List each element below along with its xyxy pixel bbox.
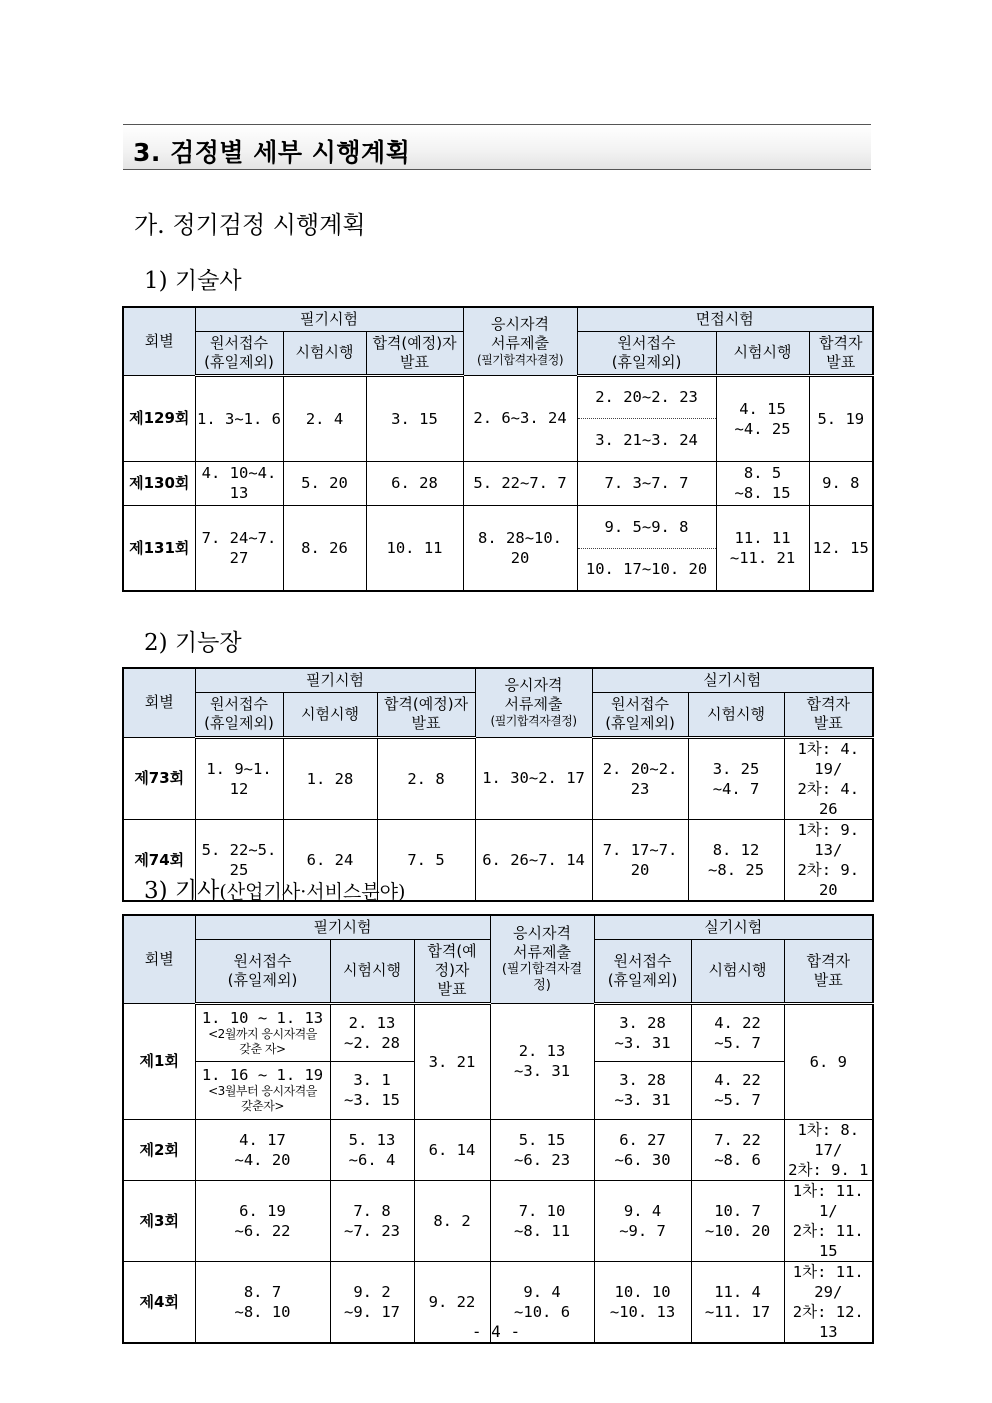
exam-date-1 <box>330 1003 414 1061</box>
header-final-line1: 합격자 <box>819 333 863 352</box>
qualification-line2: ~6. 23 <box>514 1150 571 1169</box>
practical-exam-1-line1: 4. 22 <box>714 1013 761 1032</box>
final-date <box>784 1180 873 1261</box>
final-date-line2: 2차: 4. 26 <box>797 779 860 818</box>
header-practical-apply-line2: (휴일제외) <box>607 970 678 989</box>
header-pass <box>366 331 463 375</box>
pass-date: 3. 21 <box>414 1003 490 1119</box>
header-pass-line1: 합격(예정)자 <box>372 333 457 352</box>
apply-period-2 <box>195 1061 330 1119</box>
final-date: 9. 8 <box>809 461 873 505</box>
header-final-line2: 발표 <box>826 352 856 371</box>
table3-heading-sub: (산업기사·서비스분야) <box>219 881 406 903</box>
page-number: - 4 - <box>471 1322 521 1341</box>
header-pass-line1: 합격(예 <box>427 942 477 960</box>
header-apply-line1: 원서접수 <box>210 333 268 352</box>
header-pass-line3: 발표 <box>437 980 467 998</box>
exam-date <box>330 1119 414 1180</box>
qualification-period <box>490 1119 594 1180</box>
apply-line1: 4. 17 <box>239 1130 286 1149</box>
header-pass <box>414 939 490 1003</box>
qualification-period: 8. 28~10. 20 <box>463 505 577 591</box>
table1-heading: 1) 기술사 <box>144 268 242 294</box>
exam-date <box>330 1180 414 1261</box>
exam-line1: 5. 13 <box>348 1130 396 1149</box>
header-practical-exam: 시험시행 <box>691 939 784 1003</box>
exam-line2: ~6. 4 <box>348 1150 396 1169</box>
practical-exam-1-line2: ~5. 7 <box>714 1033 761 1052</box>
header-qualification-line1: 응시자격 <box>513 924 572 943</box>
exam-date-2-line1: 3. 1 <box>353 1071 391 1089</box>
pass-date: 6. 28 <box>366 461 463 505</box>
exam-date: 6. 24 <box>283 819 377 901</box>
round-label: 제3회 <box>123 1180 195 1261</box>
pass-date: 6. 14 <box>414 1119 490 1180</box>
interview-exam-line2: ~8. 15 <box>734 484 791 502</box>
practical-apply-2-line2: ~3. 31 <box>614 1091 671 1109</box>
apply-line2: ~6. 22 <box>234 1221 291 1240</box>
header-practical-apply <box>594 939 691 1003</box>
practical-apply: 2. 20~2. 23 <box>592 737 688 819</box>
interview-apply-2: 3. 21~3. 24 <box>577 418 716 461</box>
final-date-line1: 1차: 8. 17/ <box>797 1120 860 1159</box>
header-round: 회별 <box>123 915 195 1003</box>
header-apply-line2: (휴일제외) <box>204 352 274 371</box>
apply-period: 4. 10~4. 13 <box>195 461 283 505</box>
round-label: 제73회 <box>123 737 195 819</box>
interview-exam <box>716 375 809 461</box>
pass-date: 10. 11 <box>366 505 463 591</box>
qualification-period: 1. 30~2. 17 <box>475 737 592 819</box>
header-final <box>809 331 873 375</box>
round-label: 제131회 <box>123 505 195 591</box>
exam-date: 1. 28 <box>283 737 377 819</box>
round-label: 제4회 <box>123 1261 195 1343</box>
qualification-period: 2. 6~3. 24 <box>463 375 577 461</box>
practical-apply-line2: ~10. 13 <box>609 1302 676 1321</box>
pass-date: 8. 2 <box>414 1180 490 1261</box>
qualification-line1: 2. 13 <box>518 1042 566 1060</box>
table-master-craftsman <box>122 667 874 902</box>
header-exam: 시험시행 <box>283 692 377 737</box>
exam-line2: ~9. 17 <box>344 1302 400 1321</box>
apply-period <box>195 1119 330 1180</box>
header-qualification-line1: 응시자격 <box>491 314 550 333</box>
final-date-line1: 1차: 11. 29/ <box>792 1262 864 1301</box>
header-interview-exam: 시험시행 <box>716 331 809 375</box>
interview-exam <box>716 505 809 591</box>
header-interview-apply-line1: 원서접수 <box>617 333 676 352</box>
practical-apply-line1: 6. 27 <box>619 1130 666 1149</box>
final-date-line2: 2차: 12. 13 <box>792 1302 864 1341</box>
practical-exam-2-line1: 4. 22 <box>714 1071 761 1089</box>
final-date-line1: 1차: 4. 19/ <box>797 739 860 778</box>
exam-date-2-line2: ~3. 15 <box>344 1091 400 1109</box>
exam-date: 5. 20 <box>283 461 366 505</box>
header-qualification-line2: 서류제출 <box>504 695 563 714</box>
qualification-period <box>490 1180 594 1261</box>
header-practical: 실기시험 <box>592 668 873 692</box>
header-final <box>784 939 873 1003</box>
header-written: 필기시험 <box>195 915 490 939</box>
practical-exam-line1: 8. 12 <box>712 840 760 859</box>
practical-apply-2 <box>594 1061 691 1119</box>
apply-period-1-note2: 갖춘 자> <box>239 1041 286 1056</box>
interview-exam <box>716 461 809 505</box>
apply-period-1-note1: <2월까지 응시자격을 <box>208 1026 317 1041</box>
practical-apply <box>594 1119 691 1180</box>
header-pass-line2: 발표 <box>411 714 441 732</box>
final-date-line1: 1차: 9. 13/ <box>797 820 860 859</box>
apply-period <box>195 1180 330 1261</box>
interview-apply-1: 9. 5~9. 8 <box>577 505 716 548</box>
table2-heading: 2) 기능장 <box>144 630 242 656</box>
apply-period-2-note2: 갖춘자> <box>241 1099 284 1113</box>
practical-exam-line2: ~11. 17 <box>704 1302 771 1321</box>
header-qualification-line2: 서류제출 <box>513 943 572 962</box>
apply-period: 7. 24~7. 27 <box>195 505 283 591</box>
header-round: 회별 <box>123 307 195 375</box>
round-label: 제1회 <box>123 1003 195 1119</box>
header-qualification <box>475 668 592 737</box>
practical-apply-1-line1: 3. 28 <box>619 1013 666 1032</box>
final-date-line2: 2차: 9. 1 <box>788 1160 869 1179</box>
final-date: 5. 19 <box>809 375 873 461</box>
header-qualification-line2: 서류제출 <box>491 333 550 352</box>
header-qualification-line1: 응시자격 <box>504 676 563 695</box>
apply-line1: 8. 7 <box>243 1282 282 1301</box>
section-title: 3. 검정별 세부 시행계획 <box>133 138 411 167</box>
practical-apply-line1: 9. 4 <box>623 1201 662 1220</box>
header-apply-line2: (휴일제외) <box>204 714 274 732</box>
table3-heading <box>144 872 405 905</box>
header-written: 필기시험 <box>195 307 463 331</box>
practical-exam-2-line2: ~5. 7 <box>714 1091 761 1109</box>
practical-exam <box>688 737 784 819</box>
qualification-period: 5. 22~7. 7 <box>463 461 577 505</box>
interview-exam-line2: ~4. 25 <box>734 419 791 438</box>
header-interview: 면접시험 <box>577 307 873 331</box>
final-date <box>784 737 873 819</box>
qualification-line2: ~8. 11 <box>514 1221 571 1240</box>
practical-apply <box>594 1180 691 1261</box>
exam-date-1-line2: ~2. 28 <box>344 1033 400 1052</box>
header-practical-apply <box>592 692 688 737</box>
table3-heading-main: 3) 기사 <box>144 878 220 904</box>
header-pass-line1: 합격(예정)자 <box>383 695 469 713</box>
header-qualification-line3: (필기합격자결 <box>501 962 583 978</box>
header-qualification-line4: 정) <box>533 978 551 994</box>
practical-exam-2 <box>691 1061 784 1119</box>
header-final-line1: 합격자 <box>806 695 851 713</box>
header-pass-line2: 발표 <box>400 352 429 371</box>
exam-date: 8. 26 <box>283 505 366 591</box>
practical-exam-line2: ~8. 25 <box>708 860 765 879</box>
qualification-line1: 9. 4 <box>523 1282 561 1301</box>
interview-apply-2: 10. 17~10. 20 <box>577 548 716 591</box>
header-final-line1: 합격자 <box>806 951 851 970</box>
qualification-line1: 5. 15 <box>518 1130 566 1149</box>
header-apply-line2: (휴일제외) <box>227 970 298 989</box>
header-qualification-line3: (필기합격자결정) <box>477 352 564 367</box>
practical-exam-line1: 11. 4 <box>714 1282 761 1301</box>
final-date-line2: 2차: 11. 15 <box>792 1221 864 1260</box>
apply-line2: ~4. 20 <box>234 1150 291 1169</box>
final-date-line2: 2차: 9. 20 <box>797 860 860 899</box>
header-pass <box>377 692 475 737</box>
practical-apply-line2: ~9. 7 <box>619 1221 666 1240</box>
practical-exam-line1: 3. 25 <box>712 759 760 778</box>
final-date-line1: 1차: 11. 1/ <box>792 1181 864 1220</box>
apply-period-2-dates: 1. 16 ~ 1. 19 <box>201 1066 324 1084</box>
qualification-line2: ~10. 6 <box>514 1302 571 1321</box>
interview-exam-line1: 11. 11 <box>734 528 791 547</box>
table-engineer-industrial <box>122 914 874 1344</box>
header-apply <box>195 331 283 375</box>
interview-apply-1: 7. 3~7. 7 <box>577 461 716 505</box>
final-date: 6. 9 <box>784 1003 873 1119</box>
final-date <box>784 1119 873 1180</box>
practical-apply-1-line2: ~3. 31 <box>614 1033 671 1052</box>
apply-period: 1. 3~1. 6 <box>195 375 283 461</box>
practical-exam-line1: 10. 7 <box>714 1201 761 1220</box>
round-label: 제129회 <box>123 375 195 461</box>
exam-date: 2. 4 <box>283 375 366 461</box>
table-engineer <box>122 306 874 592</box>
interview-exam-line2: ~11. 21 <box>729 548 796 567</box>
exam-date-1-line1: 2. 13 <box>348 1013 396 1032</box>
pass-date: 9. 22 <box>414 1261 490 1343</box>
header-final-line2: 발표 <box>813 714 843 732</box>
apply-period: 5. 22~5. 25 <box>195 819 283 901</box>
header-exam: 시험시행 <box>330 939 414 1003</box>
pass-date: 7. 5 <box>377 819 475 901</box>
header-final-line2: 발표 <box>813 970 843 989</box>
practical-apply-2-line1: 3. 28 <box>619 1071 666 1089</box>
apply-line2: ~8. 10 <box>234 1302 291 1321</box>
practical-apply-line2: ~6. 30 <box>614 1150 671 1169</box>
interview-exam-line1: 8. 5 <box>743 464 782 482</box>
apply-line1: 6. 19 <box>239 1201 286 1220</box>
header-qualification-line3: (필기합격자결정) <box>490 714 577 729</box>
practical-exam-line2: ~4. 7 <box>712 779 760 798</box>
interview-apply-1: 2. 20~2. 23 <box>577 375 716 418</box>
practical-exam <box>688 819 784 901</box>
header-pass-line2: 정)자 <box>434 961 470 979</box>
header-apply-line1: 원서접수 <box>233 951 292 970</box>
round-label: 제2회 <box>123 1119 195 1180</box>
practical-exam <box>691 1180 784 1261</box>
section-header-bar <box>123 124 871 170</box>
header-exam: 시험시행 <box>283 331 366 375</box>
practical-exam-1 <box>691 1003 784 1061</box>
interview-exam-line1: 4. 15 <box>739 399 786 418</box>
final-date <box>784 819 873 901</box>
header-qualification <box>463 307 577 375</box>
apply-period-1-dates: 1. 10 ~ 1. 13 <box>201 1008 324 1027</box>
apply-period: 1. 9~1. 12 <box>195 737 283 819</box>
header-practical-apply-line1: 원서접수 <box>613 951 672 970</box>
header-qualification <box>490 915 594 1003</box>
qualification-line2: ~3. 31 <box>514 1062 571 1080</box>
exam-line1: 7. 8 <box>353 1201 391 1220</box>
header-apply <box>195 692 283 737</box>
practical-exam-line1: 7. 22 <box>714 1130 761 1149</box>
pass-date: 3. 15 <box>366 375 463 461</box>
header-apply-line1: 원서접수 <box>210 695 268 713</box>
header-apply <box>195 939 330 1003</box>
practical-exam-line2: ~8. 6 <box>714 1150 761 1169</box>
practical-apply-1 <box>594 1003 691 1061</box>
header-written: 필기시험 <box>195 668 475 692</box>
practical-apply: 7. 17~7. 20 <box>592 819 688 901</box>
header-practical-apply-line1: 원서접수 <box>611 695 670 713</box>
final-date: 12. 15 <box>809 505 873 591</box>
pass-date: 2. 8 <box>377 737 475 819</box>
header-practical-exam: 시험시행 <box>688 692 784 737</box>
header-practical-apply-line2: (휴일제외) <box>605 714 675 732</box>
practical-exam <box>691 1119 784 1180</box>
header-interview-apply-line2: (휴일제외) <box>611 352 682 371</box>
qualification-line1: 7. 10 <box>518 1201 566 1220</box>
round-label: 제74회 <box>123 819 195 901</box>
subsection-title: 가. 정기검정 시행계획 <box>134 211 366 239</box>
header-interview-apply <box>577 331 716 375</box>
apply-period-1 <box>195 1003 330 1061</box>
practical-exam-line2: ~10. 20 <box>704 1221 771 1240</box>
round-label: 제130회 <box>123 461 195 505</box>
exam-line2: ~7. 23 <box>344 1221 400 1240</box>
exam-date-2 <box>330 1061 414 1119</box>
qualification-period <box>490 1003 594 1119</box>
header-round: 회별 <box>123 668 195 737</box>
qualification-period: 6. 26~7. 14 <box>475 819 592 901</box>
apply-period-2-note1: <3월부터 응시자격을 <box>208 1084 317 1098</box>
header-final <box>784 692 873 737</box>
exam-line1: 9. 2 <box>353 1282 391 1301</box>
practical-apply-line1: 10. 10 <box>614 1282 671 1301</box>
header-practical: 실기시험 <box>594 915 873 939</box>
